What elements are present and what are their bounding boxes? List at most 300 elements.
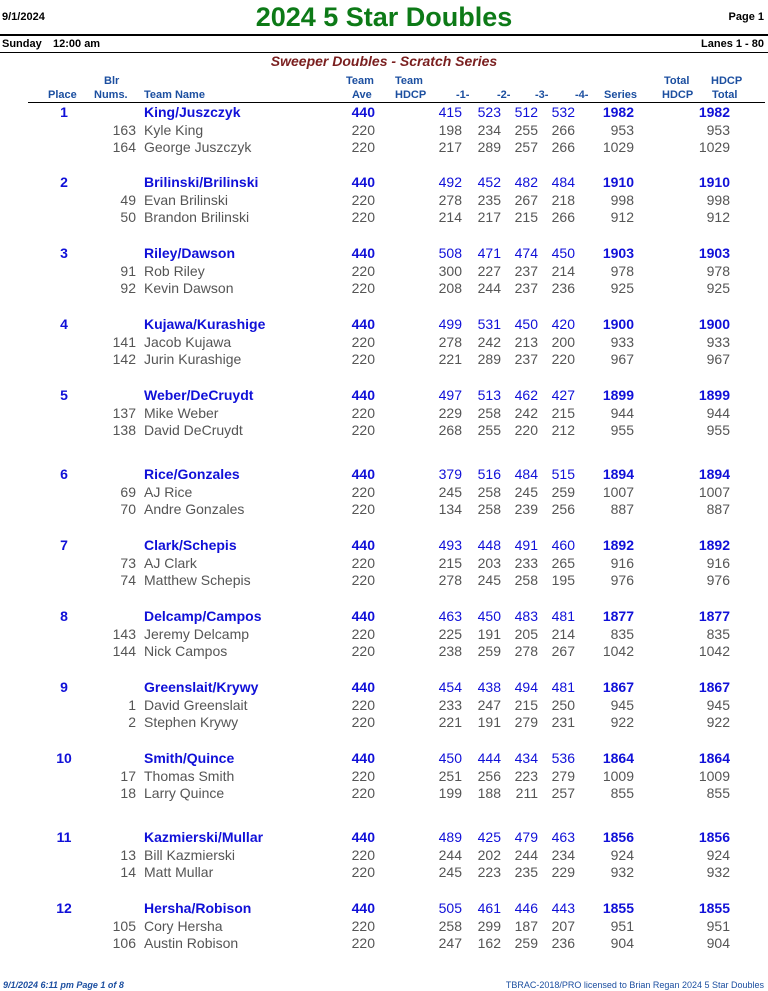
bowler-game-1: 199: [438, 785, 462, 801]
team-average: 440: [351, 537, 375, 553]
bowler-hdcp-total: 1042: [698, 643, 730, 659]
bowler-series: 1042: [602, 643, 634, 659]
col-blr-top: Blr: [104, 75, 120, 87]
bowler-game-4: 257: [551, 785, 575, 801]
team-game-3: 484: [514, 466, 538, 482]
bowler-name: Cory Hersha: [144, 917, 223, 934]
bowler-number: 74: [120, 572, 136, 588]
bowler-game-1: 278: [438, 572, 462, 588]
bowler-average: 220: [351, 714, 375, 730]
team-average: 440: [351, 466, 375, 482]
team-hdcp-total: 1892: [698, 537, 730, 553]
team-hdcp-total: 1982: [698, 104, 730, 120]
team-average: 440: [351, 900, 375, 916]
bowler-average: 220: [351, 404, 375, 421]
bowler-game-4: 220: [551, 351, 575, 367]
team-place: 7: [60, 537, 68, 553]
team-place: 4: [60, 316, 68, 332]
bowler-game-2: 162: [477, 935, 501, 951]
team-hdcp-total: 1855: [698, 900, 730, 916]
bowler-name: Nick Campos: [144, 643, 228, 659]
team-series: 1903: [602, 245, 634, 261]
bowler-hdcp-total: 916: [706, 554, 730, 571]
bowler-row: [0, 554, 768, 572]
bowler-average: 220: [351, 643, 375, 659]
team-name: Smith/Quince: [144, 750, 235, 766]
col-game-2: -2-: [497, 89, 511, 101]
bowler-average: 220: [351, 333, 375, 350]
bowler-name: Evan Brilinski: [144, 191, 229, 208]
team-average: 440: [351, 387, 375, 403]
bowler-game-1: 244: [438, 846, 462, 863]
bowler-game-4: 214: [551, 262, 575, 279]
bowler-name: Brandon Brilinski: [144, 209, 250, 225]
footer-print-info: 9/1/2024 6:11 pm Page 1 of 8: [3, 980, 124, 990]
bowler-row: [0, 191, 768, 209]
bowler-row: [0, 121, 768, 139]
event-time: 12:00 am: [53, 38, 101, 50]
col-hdcp-total-bottom: Total: [712, 89, 738, 101]
bowler-name: Rob Riley: [144, 262, 205, 279]
bowler-name: Matt Mullar: [144, 864, 214, 880]
team-game-2: 438: [477, 679, 501, 695]
report-subtitle: Sweeper Doubles - Scratch Series: [270, 53, 498, 69]
team-game-4: 443: [551, 900, 575, 916]
bowler-hdcp-total: 1009: [698, 767, 730, 784]
bowler-hdcp-total: 944: [706, 404, 730, 421]
bowler-game-1: 225: [438, 625, 462, 642]
team-average: 440: [351, 174, 375, 190]
bowler-game-3: 237: [514, 280, 538, 296]
team-game-3: 446: [514, 900, 538, 916]
team-place: 9: [60, 679, 68, 695]
bowler-name: Kevin Dawson: [144, 280, 234, 296]
bowler-series: 932: [610, 864, 634, 880]
bowler-name: David DeCruydt: [144, 422, 243, 438]
bowler-number: 2: [128, 714, 136, 730]
team-row: [0, 386, 768, 404]
bowler-average: 220: [351, 554, 375, 571]
bowler-game-3: 244: [514, 846, 538, 863]
bowler-average: 220: [351, 422, 375, 438]
team-name: Rice/Gonzales: [144, 466, 240, 482]
bowler-row: [0, 208, 768, 226]
team-name: Riley/Dawson: [144, 245, 236, 261]
bowler-hdcp-total: 1007: [698, 483, 730, 500]
bowler-game-2: 191: [477, 625, 501, 642]
bowler-hdcp-total: 835: [706, 625, 730, 642]
team-row: [0, 828, 768, 846]
bowler-number: 73: [120, 554, 136, 571]
bowler-game-1: 134: [438, 501, 462, 517]
bowler-game-1: 251: [438, 767, 462, 784]
team-row: [0, 244, 768, 262]
team-hdcp-total: 1899: [698, 387, 730, 403]
bowler-game-2: 247: [477, 696, 501, 713]
team-row: [0, 899, 768, 917]
bowler-game-3: 220: [514, 422, 538, 438]
bowler-row: [0, 571, 768, 589]
bowler-average: 220: [351, 209, 375, 225]
team-game-4: 420: [551, 316, 575, 332]
bowler-game-1: 278: [438, 333, 462, 350]
team-place: 2: [60, 174, 68, 190]
footer-license: TBRAC-2018/PRO licensed to Brian Regan 2024 5 Star Doubles: [505, 980, 764, 990]
bowler-game-2: 258: [477, 483, 501, 500]
bowler-hdcp-total: 887: [706, 501, 730, 517]
bowler-number: 105: [112, 917, 136, 934]
bowler-name: Mike Weber: [144, 404, 219, 421]
bowler-series: 904: [610, 935, 634, 951]
bowler-game-4: 266: [551, 209, 575, 225]
team-row: [0, 536, 768, 554]
team-name: Kujawa/Kurashige: [144, 316, 266, 332]
team-game-4: 481: [551, 679, 575, 695]
bowler-game-2: 245: [477, 572, 501, 588]
team-average: 440: [351, 829, 375, 845]
bowler-game-1: 229: [438, 404, 462, 421]
bowler-game-2: 289: [477, 139, 501, 155]
bowler-game-3: 257: [514, 139, 538, 155]
bowler-hdcp-total: 932: [706, 864, 730, 880]
bowler-game-1: 238: [438, 643, 462, 659]
col-game-3: -3-: [535, 89, 549, 101]
col-hdcp-total-top: HDCP: [711, 75, 743, 87]
bowler-game-2: 234: [477, 121, 501, 138]
team-average: 440: [351, 104, 375, 120]
bowler-row: [0, 350, 768, 368]
bowler-number: 18: [120, 785, 136, 801]
bowler-game-3: 258: [514, 572, 538, 588]
header-rule: [0, 34, 768, 36]
bowler-series: 955: [610, 422, 634, 438]
bowler-game-1: 233: [438, 696, 462, 713]
bowler-average: 220: [351, 139, 375, 155]
bowler-row: [0, 934, 768, 952]
bowler-game-3: 187: [514, 917, 538, 934]
bowler-game-2: 259: [477, 643, 501, 659]
bowler-hdcp-total: 855: [706, 785, 730, 801]
bowler-game-4: 265: [551, 554, 575, 571]
team-row: [0, 749, 768, 767]
team-name: Delcamp/Campos: [144, 608, 262, 624]
team-game-1: 499: [438, 316, 462, 332]
bowler-game-2: 256: [477, 767, 501, 784]
team-game-2: 452: [477, 174, 501, 190]
bowler-game-4: 215: [551, 404, 575, 421]
team-game-3: 494: [514, 679, 538, 695]
bowler-number: 50: [120, 209, 136, 225]
bowler-game-3: 239: [514, 501, 538, 517]
team-series: 1855: [602, 900, 634, 916]
team-average: 440: [351, 245, 375, 261]
team-game-4: 536: [551, 750, 575, 766]
bowler-series: 953: [610, 121, 634, 138]
bowler-average: 220: [351, 262, 375, 279]
bowler-game-2: 223: [477, 864, 501, 880]
bowler-game-1: 214: [438, 209, 462, 225]
team-game-4: 515: [551, 466, 575, 482]
bowler-series: 887: [610, 501, 634, 517]
bowler-name: Thomas Smith: [144, 767, 235, 784]
col-team-ave-top: Team: [346, 75, 374, 87]
bowler-average: 220: [351, 767, 375, 784]
bowler-number: 142: [112, 351, 136, 367]
bowler-row: [0, 279, 768, 297]
team-game-2: 444: [477, 750, 501, 766]
bowler-hdcp-total: 904: [706, 935, 730, 951]
team-series: 1899: [602, 387, 634, 403]
team-hdcp-total: 1877: [698, 608, 730, 624]
report-date: 9/1/2024: [2, 11, 45, 23]
bowler-series: 998: [610, 191, 634, 208]
bowler-game-3: 279: [514, 714, 538, 730]
bowler-hdcp-total: 955: [706, 422, 730, 438]
bowler-game-1: 300: [438, 262, 462, 279]
team-place: 8: [60, 608, 68, 624]
bowler-game-3: 215: [514, 209, 538, 225]
bowler-game-1: 215: [438, 554, 462, 571]
bowler-series: 855: [610, 785, 634, 801]
team-average: 440: [351, 316, 375, 332]
team-game-2: 450: [477, 608, 501, 624]
bowler-game-4: 207: [551, 917, 575, 934]
team-game-2: 461: [477, 900, 501, 916]
team-game-4: 427: [551, 387, 575, 403]
bowler-number: 137: [112, 404, 136, 421]
bowler-hdcp-total: 976: [706, 572, 730, 588]
team-game-3: 434: [514, 750, 538, 766]
bowler-name: Jeremy Delcamp: [144, 625, 250, 642]
bowler-hdcp-total: 951: [706, 917, 730, 934]
team-hdcp-total: 1910: [698, 174, 730, 190]
bowler-number: 163: [112, 121, 136, 138]
bowler-name: Kyle King: [144, 121, 204, 138]
bowler-row: [0, 138, 768, 156]
bowler-average: 220: [351, 121, 375, 138]
bowler-game-3: 278: [514, 643, 538, 659]
bowler-number: 91: [120, 262, 136, 279]
team-game-2: 448: [477, 537, 501, 553]
bowler-average: 220: [351, 351, 375, 367]
bowler-hdcp-total: 953: [706, 121, 730, 138]
team-name: Weber/DeCruydt: [144, 387, 254, 403]
bowler-hdcp-total: 922: [706, 714, 730, 730]
team-game-1: 454: [438, 679, 462, 695]
bowler-hdcp-total: 924: [706, 846, 730, 863]
bowler-average: 220: [351, 846, 375, 863]
team-name: Greenslait/Krywy: [144, 679, 259, 695]
bowler-series: 925: [610, 280, 634, 296]
bowler-name: Andre Gonzales: [144, 501, 245, 517]
team-average: 440: [351, 679, 375, 695]
bowler-game-1: 198: [438, 121, 462, 138]
bowler-row: [0, 713, 768, 731]
bowler-hdcp-total: 933: [706, 333, 730, 350]
bowler-game-1: 278: [438, 191, 462, 208]
team-row: [0, 465, 768, 483]
bowler-game-1: 245: [438, 483, 462, 500]
bowler-game-4: 256: [551, 501, 575, 517]
team-game-1: 463: [438, 608, 462, 624]
bowler-number: 17: [120, 767, 136, 784]
team-game-3: 450: [514, 316, 538, 332]
bowler-row: [0, 696, 768, 714]
bowler-game-3: 235: [514, 864, 538, 880]
bowler-hdcp-total: 998: [706, 191, 730, 208]
bowler-game-4: 234: [551, 846, 575, 863]
bowler-number: 144: [112, 643, 136, 659]
bowler-average: 220: [351, 864, 375, 880]
bowler-hdcp-total: 978: [706, 262, 730, 279]
bowler-game-4: 200: [551, 333, 575, 350]
bowler-game-4: 236: [551, 935, 575, 951]
bowler-name: Bill Kazmierski: [144, 846, 236, 863]
bowler-game-1: 217: [438, 139, 462, 155]
col-team-hdcp-bottom: HDCP: [395, 89, 427, 101]
bowler-game-2: 217: [477, 209, 501, 225]
bowler-game-4: 214: [551, 625, 575, 642]
team-hdcp-total: 1867: [698, 679, 730, 695]
bowler-row: [0, 863, 768, 881]
team-game-1: 379: [438, 466, 462, 482]
bowler-series: 1029: [602, 139, 634, 155]
bowler-series: 944: [610, 404, 634, 421]
bowler-series: 967: [610, 351, 634, 367]
bowler-game-3: 242: [514, 404, 538, 421]
col-game-4: -4-: [575, 89, 589, 101]
team-place: 3: [60, 245, 68, 261]
bowler-row: [0, 333, 768, 351]
bowler-number: 69: [120, 483, 136, 500]
event-day: Sunday: [2, 38, 42, 50]
team-series: 1910: [602, 174, 634, 190]
bowler-row: [0, 917, 768, 935]
bowler-game-2: 289: [477, 351, 501, 367]
bowler-row: [0, 846, 768, 864]
bowler-game-4: 266: [551, 139, 575, 155]
col-total-hdcp-bottom: HDCP: [662, 89, 694, 101]
bowler-game-4: 212: [551, 422, 575, 438]
team-name: King/Juszczyk: [144, 104, 241, 120]
team-game-3: 474: [514, 245, 538, 261]
team-hdcp-total: 1903: [698, 245, 730, 261]
team-game-2: 523: [477, 104, 501, 120]
team-hdcp-total: 1900: [698, 316, 730, 332]
team-series: 1894: [602, 466, 634, 482]
col-place: Place: [48, 89, 77, 101]
bowler-game-3: 211: [515, 785, 538, 801]
bowler-average: 220: [351, 572, 375, 588]
col-series: Series: [604, 89, 638, 101]
team-game-4: 532: [551, 104, 575, 120]
bowler-number: 1: [128, 696, 136, 713]
bowler-game-1: 208: [438, 280, 462, 296]
team-game-2: 471: [477, 245, 501, 261]
team-game-2: 531: [477, 316, 501, 332]
team-game-3: 482: [514, 174, 538, 190]
bowler-game-4: 236: [551, 280, 575, 296]
bowler-game-3: 223: [514, 767, 538, 784]
bowler-name: Jurin Kurashige: [144, 351, 242, 367]
bowler-number: 164: [112, 139, 136, 155]
bowler-name: Jacob Kujawa: [144, 333, 232, 350]
bowler-series: 924: [610, 846, 634, 863]
col-blr-bottom: Nums.: [94, 89, 128, 101]
team-hdcp-total: 1894: [698, 466, 730, 482]
bowler-game-2: 203: [477, 554, 501, 571]
team-game-3: 483: [514, 608, 538, 624]
bowler-series: 916: [610, 554, 634, 571]
bowler-average: 220: [351, 501, 375, 517]
team-row: [0, 103, 768, 121]
bowler-average: 220: [351, 483, 375, 500]
bowler-number: 143: [112, 625, 136, 642]
team-average: 440: [351, 750, 375, 766]
bowler-row: [0, 421, 768, 439]
bowler-name: Larry Quince: [144, 785, 225, 801]
team-game-1: 508: [438, 245, 462, 261]
bowler-game-4: 259: [551, 483, 575, 500]
bowler-game-3: 205: [514, 625, 538, 642]
bowler-series: 922: [610, 714, 634, 730]
bowler-average: 220: [351, 935, 375, 951]
bowler-game-3: 255: [514, 121, 538, 138]
team-game-1: 415: [438, 104, 462, 120]
bowler-name: David Greenslait: [144, 696, 248, 713]
team-place: 6: [60, 466, 68, 482]
team-series: 1982: [602, 104, 634, 120]
bowler-average: 220: [351, 696, 375, 713]
bowler-hdcp-total: 925: [706, 280, 730, 296]
col-team-hdcp-top: Team: [395, 75, 423, 87]
bowler-game-2: 258: [477, 501, 501, 517]
bowler-game-3: 213: [514, 333, 538, 350]
team-name: Clark/Schepis: [144, 537, 237, 553]
bowler-average: 220: [351, 280, 375, 296]
team-game-3: 462: [514, 387, 538, 403]
team-game-4: 463: [551, 829, 575, 845]
bowler-hdcp-total: 945: [706, 696, 730, 713]
bowler-name: AJ Clark: [144, 554, 197, 571]
col-total-hdcp-top: Total: [664, 75, 690, 87]
bowler-game-3: 215: [514, 696, 538, 713]
bowler-game-4: 229: [551, 864, 575, 880]
bowler-game-4: 231: [551, 714, 575, 730]
bowler-number: 70: [120, 501, 136, 517]
bowler-average: 220: [351, 191, 375, 208]
bowler-series: 976: [610, 572, 634, 588]
bowler-game-2: 244: [477, 280, 501, 296]
bowler-average: 220: [351, 785, 375, 801]
bowler-name: George Juszczyk: [144, 139, 252, 155]
team-game-1: 497: [438, 387, 462, 403]
bowler-game-2: 299: [477, 917, 501, 934]
team-row: [0, 173, 768, 191]
bowler-series: 1009: [602, 767, 634, 784]
team-series: 1856: [602, 829, 634, 845]
bowler-number: 106: [112, 935, 136, 951]
team-hdcp-total: 1864: [698, 750, 730, 766]
bowler-game-3: 233: [514, 554, 538, 571]
bowler-name: Matthew Schepis: [144, 572, 251, 588]
lanes-range: Lanes 1 - 80: [701, 38, 764, 50]
team-row: [0, 678, 768, 696]
bowler-row: [0, 262, 768, 280]
bowler-hdcp-total: 912: [706, 209, 730, 225]
team-name: Brilinski/Brilinski: [144, 174, 259, 190]
bowler-game-2: 188: [477, 785, 501, 801]
